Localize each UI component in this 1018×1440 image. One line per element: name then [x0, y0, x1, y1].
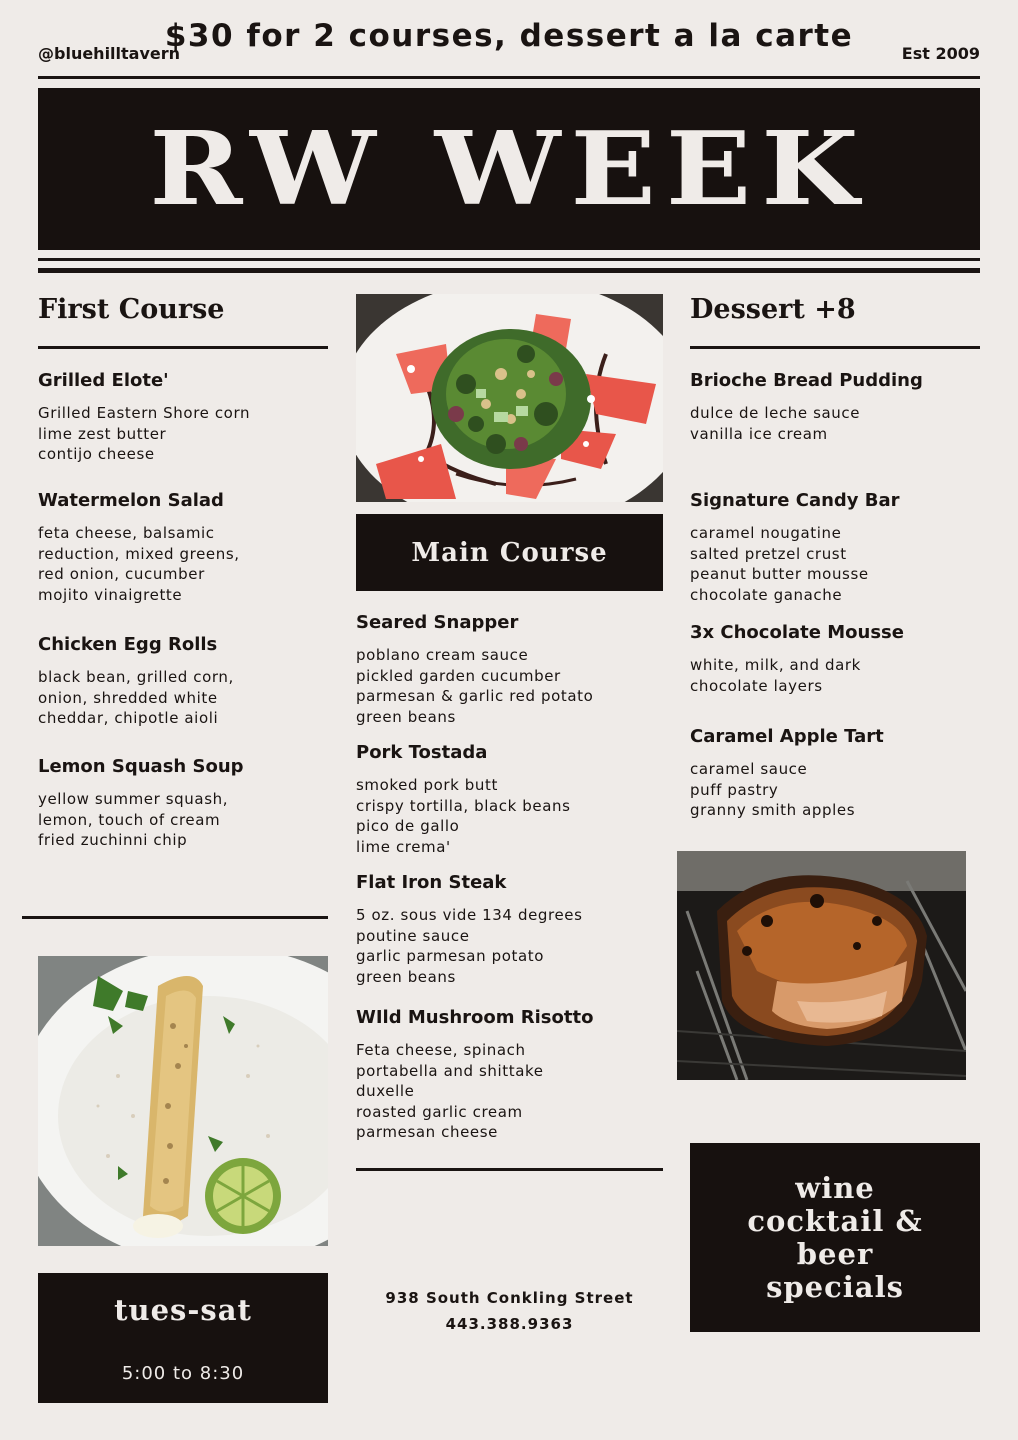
menu-item-title: Signature Candy Bar — [690, 490, 900, 511]
menu-item-detail: salted pretzel crust — [690, 544, 847, 563]
menu-item-detail: parmesan & garlic red potato — [356, 687, 594, 705]
menu-item — [690, 370, 923, 444]
service-days: tues-sat — [114, 1292, 252, 1327]
first-course-heading: First Course — [38, 294, 225, 325]
dessert-heading: Dessert +8 — [690, 294, 856, 325]
menu-item — [690, 490, 900, 605]
title-banner — [38, 88, 980, 250]
menu-item — [356, 872, 583, 987]
menu-item-detail: pico de gallo — [356, 817, 460, 835]
menu-item-detail: pickled garden cucumber — [356, 666, 561, 685]
menu-item-detail: lime zest butter — [38, 424, 167, 443]
phone-number: 443.388.9363 — [445, 1315, 574, 1333]
first-course-bottom-rule — [22, 916, 328, 919]
service-hours: 5:00 to 8:30 — [121, 1362, 245, 1384]
menu-item-title: Lemon Squash Soup — [38, 756, 244, 777]
menu-item-detail: peanut butter mousse — [690, 565, 869, 583]
price-tagline: $30 for 2 courses, dessert a la carte — [164, 18, 854, 54]
first-course-rule — [38, 346, 328, 349]
specials-line: wine — [795, 1170, 875, 1205]
dessert-rule — [690, 346, 980, 349]
contact-info — [356, 1285, 663, 1337]
elote-photo — [38, 956, 328, 1246]
menu-item-detail: black bean, grilled corn, — [38, 668, 234, 686]
menu-item — [38, 490, 240, 605]
banner-rule-thick — [38, 268, 980, 273]
banner-rule-thin — [38, 258, 980, 261]
street-address: 938 South Conkling Street — [385, 1289, 634, 1307]
menu-item-detail: chocolate ganache — [690, 585, 843, 604]
established-year: Est 2009 — [901, 44, 980, 63]
menu-item-detail: lime crema' — [356, 837, 451, 856]
menu-item-detail: caramel sauce — [690, 760, 808, 778]
menu-item-detail: portabella and shittake — [356, 1061, 544, 1080]
menu-item — [356, 612, 593, 727]
menu-item-detail: green beans — [356, 967, 456, 986]
menu-item-title: Watermelon Salad — [38, 490, 224, 511]
hours-box — [38, 1273, 328, 1403]
menu-item-detail: vanilla ice cream — [690, 424, 828, 443]
menu-item-detail: white, milk, and dark — [690, 656, 861, 674]
menu-item — [356, 742, 571, 857]
menu-item-detail: parmesan cheese — [356, 1123, 498, 1141]
menu-item-title: Flat Iron Steak — [356, 872, 507, 893]
menu-item-detail: mojito vinaigrette — [38, 585, 183, 604]
menu-item-detail: poblano cream sauce — [356, 646, 529, 664]
menu-item-title: Pork Tostada — [356, 742, 488, 763]
menu-item-detail: red onion, cucumber — [38, 565, 205, 583]
menu-item — [690, 726, 884, 821]
header-rule — [38, 76, 980, 79]
watermelon-salad-photo — [356, 294, 663, 502]
menu-item-detail: crispy tortilla, black beans — [356, 796, 571, 815]
menu-item-detail: cheddar, chipotle aioli — [38, 709, 219, 727]
menu-item-detail: Grilled Eastern Shore corn — [38, 404, 251, 422]
smoked-pork-photo — [677, 851, 966, 1080]
menu-item-detail: caramel nougatine — [690, 524, 842, 542]
main-course-heading-box — [356, 514, 663, 591]
menu-item-detail: granny smith apples — [690, 801, 856, 819]
instagram-handle: @bluehilltavern — [38, 44, 181, 63]
menu-item-title: Chicken Egg Rolls — [38, 634, 218, 655]
specials-line: cocktail & — [747, 1203, 923, 1238]
menu-item — [690, 622, 904, 696]
menu-item-title: Caramel Apple Tart — [690, 726, 884, 747]
main-course-heading: Main Course — [411, 537, 608, 568]
menu-item-detail: fried zuchinni chip — [38, 831, 188, 849]
specials-line: specials — [766, 1269, 904, 1304]
menu-item-title: Seared Snapper — [356, 612, 519, 633]
menu-item-detail: green beans — [356, 707, 456, 726]
menu-item-detail: lemon, touch of cream — [38, 810, 221, 829]
menu-item-title: 3x Chocolate Mousse — [690, 622, 904, 643]
menu-item — [38, 634, 234, 729]
menu-item — [38, 370, 250, 465]
menu-item-detail: contijo cheese — [38, 445, 155, 463]
drink-specials-box — [690, 1143, 980, 1332]
menu-item-detail: poutine sauce — [356, 926, 470, 945]
menu-item-detail: smoked pork butt — [356, 776, 498, 794]
menu-item — [38, 756, 244, 851]
menu-item-detail: onion, shredded white — [38, 688, 218, 707]
menu-item-detail: feta cheese, balsamic — [38, 524, 215, 542]
banner-title: RW WEEK — [149, 110, 869, 228]
menu-item-title: Brioche Bread Pudding — [690, 370, 923, 391]
menu-item-detail: duxelle — [356, 1082, 415, 1100]
menu-item-title: WIld Mushroom Risotto — [356, 1007, 594, 1028]
main-course-bottom-rule — [356, 1168, 663, 1171]
menu-item — [356, 1007, 593, 1143]
menu-item-title: Grilled Elote' — [38, 370, 169, 391]
menu-item-detail: puff pastry — [690, 780, 779, 799]
specials-line: beer — [796, 1236, 874, 1271]
menu-item-detail: yellow summer squash, — [38, 790, 229, 808]
menu-item-detail: chocolate layers — [690, 676, 823, 695]
menu-item-detail: roasted garlic cream — [356, 1102, 523, 1121]
menu-item-detail: Feta cheese, spinach — [356, 1041, 526, 1059]
menu-item-detail: 5 oz. sous vide 134 degrees — [356, 906, 583, 924]
menu-item-detail: reduction, mixed greens, — [38, 544, 240, 563]
menu-item-detail: dulce de leche sauce — [690, 404, 861, 422]
menu-item-detail: garlic parmesan potato — [356, 947, 544, 965]
